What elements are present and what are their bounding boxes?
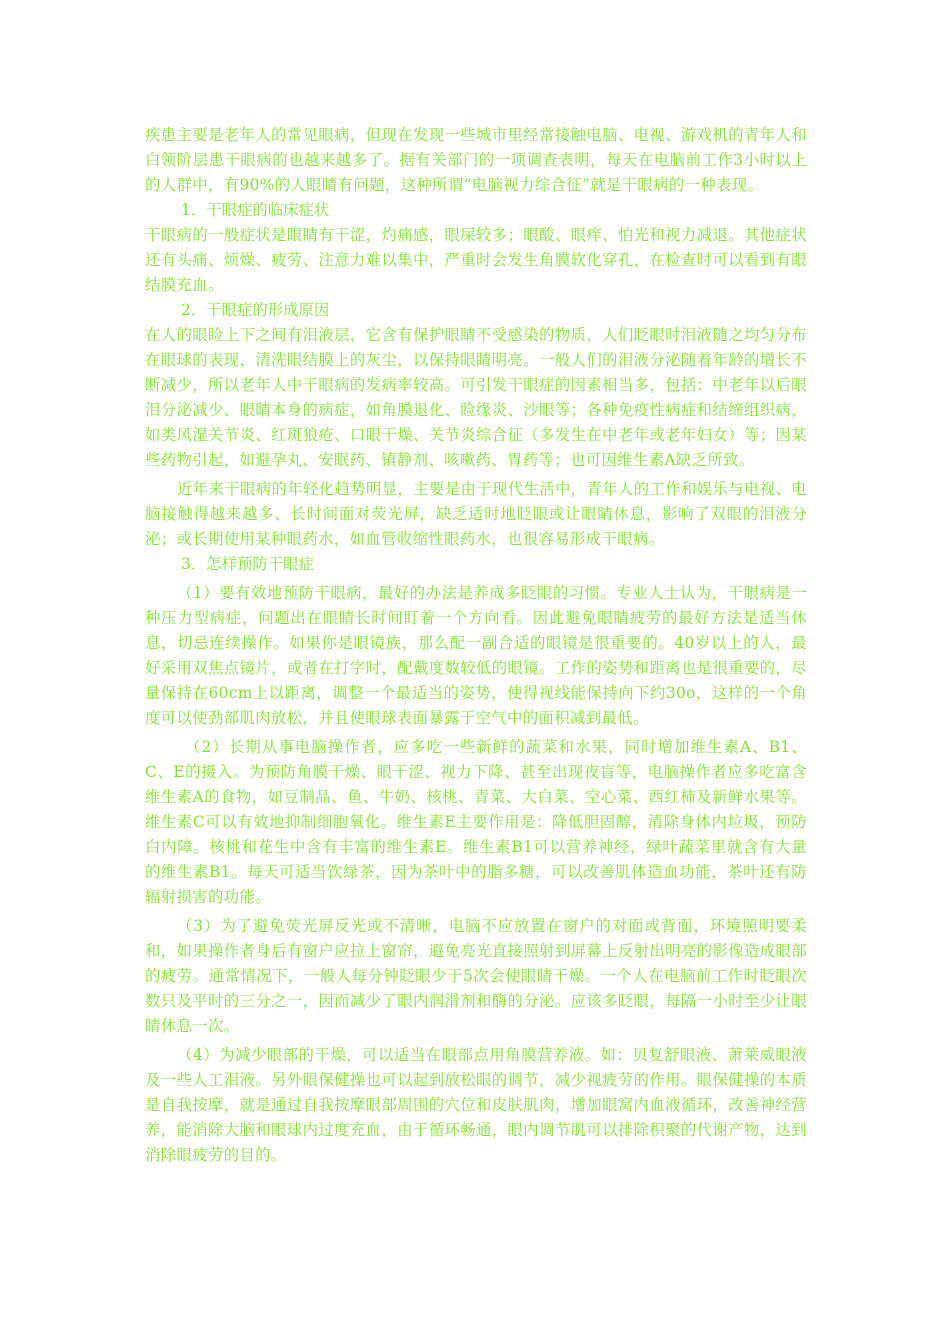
section-heading-2: 2．干眼症的形成原因 — [181, 301, 330, 319]
section-heading-3: 3．怎样预防干眼症 — [181, 555, 314, 573]
paragraph-prevention-4: （4）为减少眼部的干燥，可以适当在眼部点用角膜营养液。如：贝复舒眼液、萧莱威眼液及一些人工泪液。另外眼保健操也可以起到放松眼的调节，减少视疲劳的作用。眼保健操的本质是自我按摩，就是通过自我按摩眼部周围的穴位和皮肤肌肉，增加眼窝内血液循环，改善神经营养，能消除大脑和眼球内过度充血，由于循环畅通，眼内调节肌可以排除积聚的代谢产物，达到消除眼疲劳的目的。 — [145, 1046, 807, 1164]
paragraph-causes: 在人的眼睑上下之间有泪液层，它含有保护眼睛不受感染的物质，人们眨眼时泪液随之均匀分布在眼球的表现，清洗眼结膜上的灰尘，以保持眼睛明亮。一般人们的泪液分泌随着年龄的增长不断减少，所以老年人中干眼病的发病率较高。可引发干眼症的因素相当多，包括：中老年以后眼泪分泌减少、眼睛本身的病症，如角膜退化、睑缘炎、沙眼等；各种免疫性病症和结缔组织病，如类风湿关节炎、红斑狼疮、口眼干燥、关节炎综合征（多发生在中老年或老年妇女）等；因某些药物引起，如避孕丸、安眠药、镇静剂、咳嗽药、胃药等；也可因维生素A缺乏所致。 — [145, 326, 807, 469]
paragraph-intro: 疾患主要是老年人的常见眼病，但现在发现一些城市里经常接触电脑、电视、游戏机的青年人和白领阶层患干眼病的也越来越多了。据有关部门的一项调查表明，每天在电脑前工作3小时以上的人群中，有90%的人眼睛有问题，这种所谓“电脑视力综合征”就是干眼病的一种表现。 — [145, 126, 807, 194]
paragraph-prevention-1: （1）要有效地预防干眼病，最好的办法是养成多眨眼的习惯。专业人士认为，干眼病是一种压力型病症，问题出在眼睛长时间盯着一个方向看。因此避免眼睛疲劳的最好方法是适当休息，切忌连续操作。如果你是眼镜族，那么配一副合适的眼镜是很重要的。40岁以上的人，最好采用双焦点镜片，或者在打字时，配戴度数较低的眼镜。工作的姿势和距离也是很重要的，尽量保持在60cm上以距离，调整一个最适当的姿势，使得视线能保持向下约30o，这样的一个角度可以使劲部肌肉放松，并且使眼球表面暴露于空气中的面积减到最低。 — [145, 584, 807, 727]
paragraph-young-trend: 近年来干眼病的年轻化趋势明显，主要是由于现代生活中，青年人的工作和娱乐与电视、电脑接触得越来越多、长时间面对荧光屏，缺乏适时地眨眼或让眼睛休息，影响了双眼的泪液分泌；或长期使用某种眼药水，如血管收缩性眼药水，也很容易形成干眼病。 — [145, 480, 807, 548]
section-heading-1: 1．干眼症的临床症状 — [181, 201, 330, 219]
paragraph-prevention-2: （2）长期从事电脑操作者，应多吃一些新鲜的蔬菜和水果，同时增加维生素A、B1、C、E的摄入。为预防角膜干燥、眼干涩、视力下降、甚至出现夜盲等，电脑操作者应多吃富含维生素A的食物，如豆制品、鱼、牛奶、核桃、青菜、大白菜、空心菜、西红柿及新鲜水果等。维生素C可以有效地抑制细胞氧化。维生素E主要作用是：降低胆固醇，清除身体内垃圾，预防白内障。核桃和花生中含有丰富的维生素E。维生素B1可以营养神经，绿叶蔬菜里就含有大量的维生素B1。每天可适当饮绿茶，因为茶叶中的脂多糖，可以改善肌体造血功能，茶叶还有防辐射损害的功能。 — [145, 738, 807, 906]
paragraph-prevention-3: （3）为了避免荧光屏反光或不清晰，电脑不应放置在窗户的对面或背面，环境照明要柔和，如果操作者身后有窗户应拉上窗帘，避免亮光直接照射到屏幕上反射出明亮的影像造成眼部的疲劳。通常情况下，一般人每分钟眨眼少于5次会使眼睛干燥。一个人在电脑前工作时眨眼次数只及平时的三分之一，因而减少了眼内润滑剂和酶的分泌。应该多眨眼，每隔一小时至少让眼睛休息一次。 — [145, 917, 807, 1035]
document-body — [145, 123, 807, 1168]
paragraph-symptoms: 干眼病的一般症状是眼睛有干涩，灼痛感，眼屎较多；眼酸、眼痒、怕光和视力减退。其他症状还有头痛、烦燥、疲劳、注意力难以集中，严重时会发生角膜软化穿孔，在检查时可以看到有眼结膜充血。 — [145, 226, 807, 294]
